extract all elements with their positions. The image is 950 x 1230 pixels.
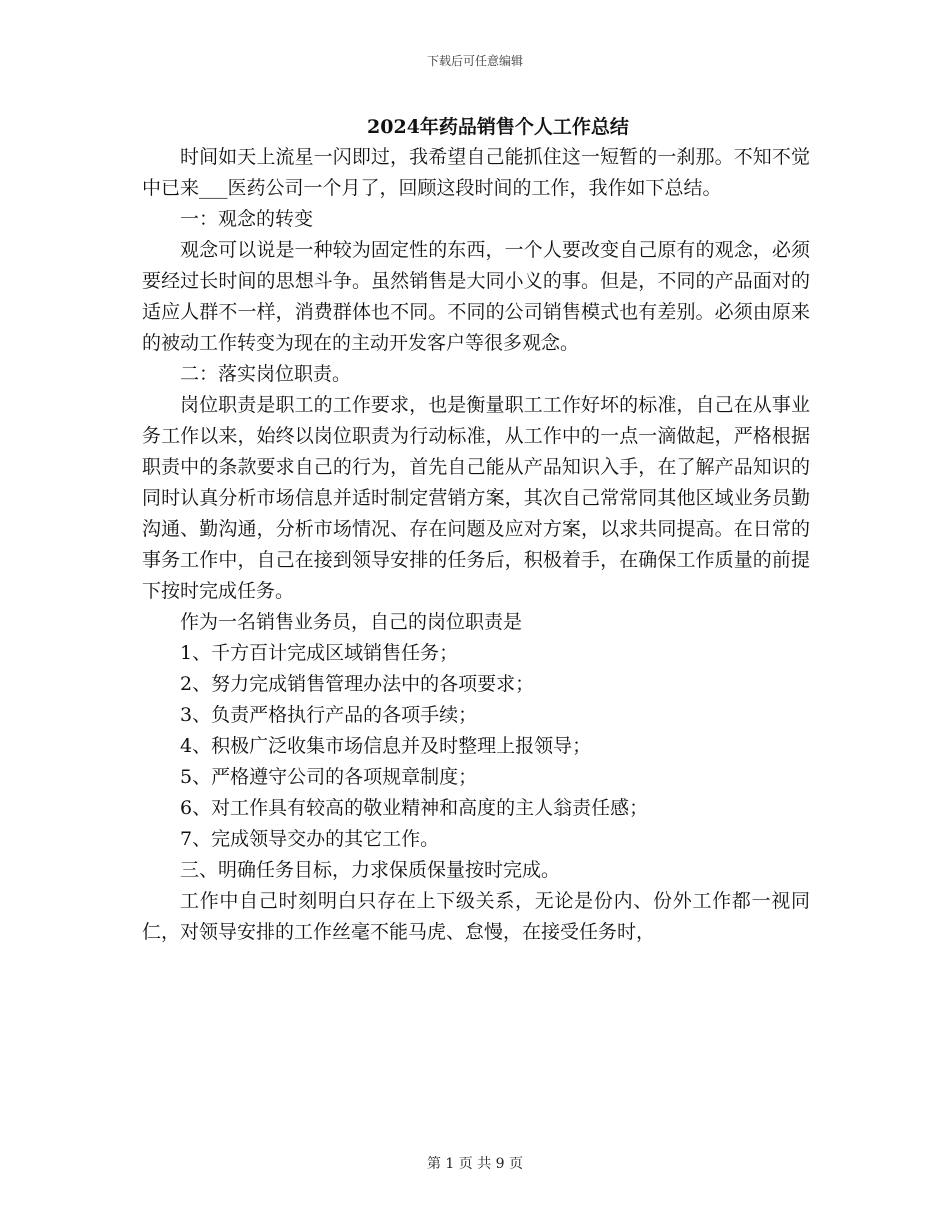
duty-item-6: 6、对工作具有较高的敬业精神和高度的主人翁责任感； xyxy=(180,797,649,819)
page-number-footer: 第 1 页 共 9 页 xyxy=(426,1156,524,1172)
duty-item-7: 7、完成领导交办的其它工作。 xyxy=(180,828,440,850)
section-heading-1: 一：观念的转变 xyxy=(180,208,314,230)
duty-item-1: 1、千方百计完成区域销售任务； xyxy=(180,642,459,664)
duty-item-4: 4、积极广泛收集市场信息并及时整理上报领导； xyxy=(180,735,592,757)
paragraph-duties-intro: 作为一名销售业务员，自己的岗位职责是 xyxy=(180,611,523,633)
duty-item-2: 2、努力完成销售管理办法中的各项要求； xyxy=(180,673,535,695)
document-title: 2024年药品销售个人工作总结 xyxy=(367,116,629,138)
duty-item-5: 5、严格遵守公司的各项规章制度； xyxy=(180,766,478,788)
section-heading-3: 三、明确任务目标，力求保质保量按时完成。 xyxy=(180,859,561,881)
paragraph-intro: 时间如天上流星一闪即过，我希望自己能抓住这一短暂的一刹那。不知不觉中已来___医药公司一个月了，回顾这段时间的工作，我作如下总结。 xyxy=(142,146,810,199)
document-body xyxy=(142,142,810,948)
paragraph-section-1: 观念可以说是一种较为固定性的东西，一个人要改变自己原有的观念，必须要经过长时间的思想斗争。虽然销售是大同小义的事。但是，不同的产品面对的适应人群不一样，消费群体也不同。不同的公司销售模式也有差别。必须由原来的被动工作转变为现在的主动开发客户等很多观念。 xyxy=(142,239,810,354)
paragraph-section-2: 岗位职责是职工的工作要求，也是衡量职工工作好坏的标准，自己在从事业务工作以来，始终以岗位职责为行动标准，从工作中的一点一滴做起，严格根据职责中的条款要求自己的行为，首先自己能从产品知识入手，在了解产品知识的同时认真分析市场信息并适时制定营销方案，其次自己常常同其他区域业务员勤沟通、勤沟通，分析市场情况、存在问题及应对方案，以求共同提高。在日常的事务工作中，自己在接到领导安排的任务后，积极着手，在确保工作质量的前提下按时完成任务。 xyxy=(142,394,810,602)
duty-item-3: 3、负责严格执行产品的各项手续； xyxy=(180,704,478,726)
page-header-note: 下载后可任意编辑 xyxy=(426,54,523,68)
paragraph-section-3: 工作中自己时刻明白只存在上下级关系，无论是份内、份外工作都一视同仁，对领导安排的工作丝毫不能马虎、怠慢，在接受任务时， xyxy=(142,890,810,943)
section-heading-2: 二：落实岗位职责。 xyxy=(180,363,352,385)
